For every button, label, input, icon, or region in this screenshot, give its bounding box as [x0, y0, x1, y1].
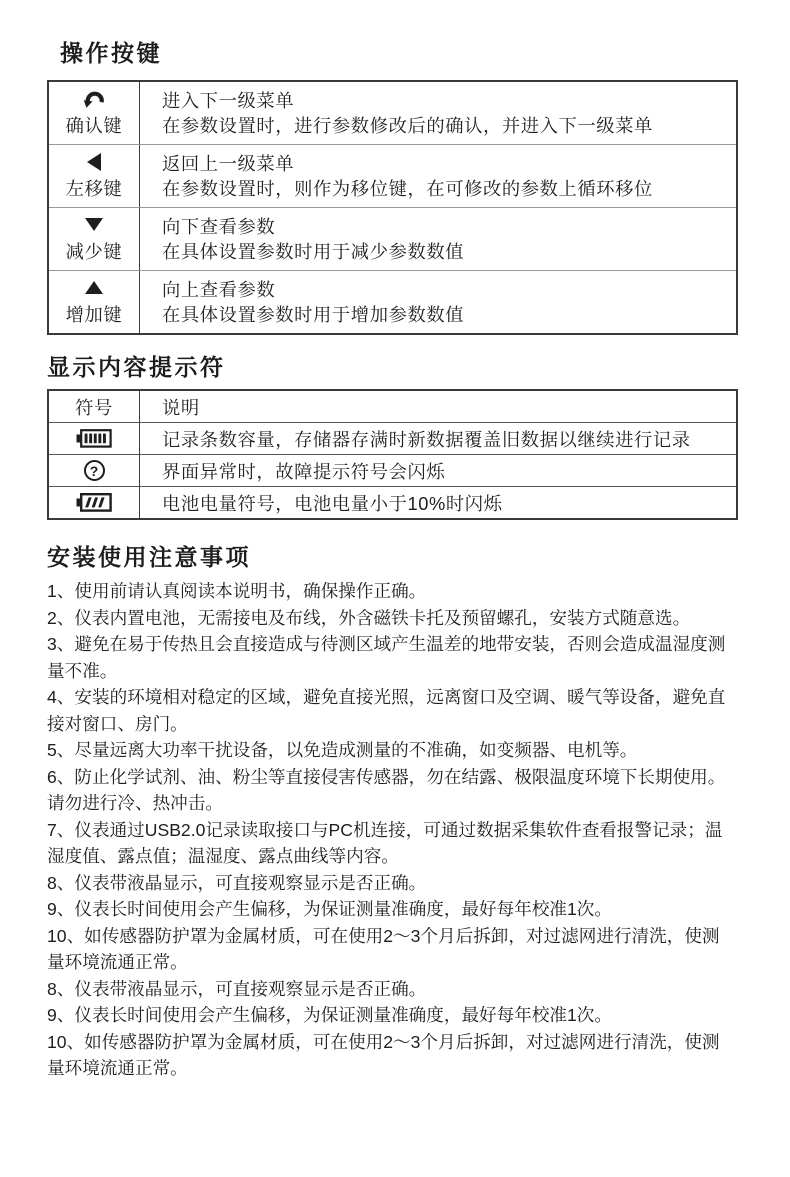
- key-description-cell: [140, 82, 736, 144]
- battery-level-icon: [76, 493, 112, 513]
- note-item-11: 8、仪表带液晶显示，可直接观察显示是否正确。: [47, 978, 427, 999]
- symbol-cell: [49, 455, 140, 486]
- key-symbol-cell: [49, 271, 140, 333]
- note-item-2: 2、仪表内置电池，无需接电及布线，外含磁铁卡托及预留螺孔，安装方式随意选。: [47, 607, 691, 628]
- note-item-5: 5、尽量远离大功率干扰设备，以免造成测量的不准确，如变频器、电机等。: [47, 740, 638, 760]
- display-symbols-table: [47, 389, 738, 520]
- symbols-header-row: [49, 391, 736, 422]
- note-item-12: 9、仪表长时间使用会产生偏移，为保证测量准确度，最好每年校准1次。: [47, 1005, 612, 1025]
- key-label: 减少键: [65, 240, 123, 262]
- installation-notes-list: [47, 578, 733, 1082]
- key-desc-line2: 在参数设置时，则作为移位键，在可修改的参数上循环移位: [162, 178, 653, 199]
- symbols-header-symbol: 符号: [49, 391, 140, 422]
- symbol-description: 界面异常时，故障提示符号会闪烁: [162, 460, 446, 482]
- key-label: 确认键: [65, 114, 123, 136]
- symbols-header-description: 说明: [162, 396, 200, 418]
- symbol-row-memory: [49, 422, 736, 454]
- key-label: 左移键: [65, 177, 123, 199]
- key-desc-line1: 向下查看参数: [162, 216, 276, 237]
- key-row-decrease: [49, 207, 736, 270]
- key-desc-line1: 向上查看参数: [162, 279, 276, 300]
- key-label: 增加键: [65, 303, 123, 325]
- left-triangle-icon: [87, 152, 101, 172]
- question-mark-icon: [84, 460, 105, 481]
- key-row-increase: [49, 270, 736, 333]
- note-item-9: 9、仪表长时间使用会产生偏移，为保证测量准确度，最好每年校准1次。: [47, 899, 612, 919]
- symbol-description: 电池电量符号，电池电量小于10%时闪烁: [162, 492, 503, 514]
- key-description-cell: [140, 271, 736, 333]
- note-item-1: 1、使用前请认真阅读本说明书，确保操作正确。: [47, 581, 427, 601]
- note-item-4: 4、安装的环境相对稳定的区域，避免直接光照，远离窗口及空调、暖气等设备，避免直接对窗口、房门。: [47, 687, 726, 734]
- loop-arrow-icon: [83, 89, 106, 109]
- symbol-row-fault: [49, 454, 736, 486]
- key-description-cell: [140, 145, 736, 207]
- note-item-7: 7、仪表通过USB2.0记录读取接口与PC机连接，可通过数据采集软件查看报警记录；温湿度值、露点值；温湿度、露点曲线等内容。: [47, 819, 723, 866]
- note-item-6: 6、防止化学试剂、油、粉尘等直接侵害传感器，勿在结露、极限温度环境下长期使用。请勿进行冷、热冲击。: [47, 766, 726, 813]
- key-symbol-cell: [49, 208, 140, 270]
- down-triangle-icon: [85, 215, 103, 235]
- key-row-left: [49, 144, 736, 207]
- note-item-13: 10、如传感器防护罩为金属材质，可在使用2～3个月后拆卸，对过滤网进行清洗，使测量环境流通正常。: [47, 1031, 720, 1078]
- note-item-3: 3、避免在易于传热且会直接造成与待测区域产生温差的地带安装，否则会造成温湿度测量不准。: [47, 634, 726, 681]
- section-title-display-symbols: 显示内容提示符: [47, 354, 226, 380]
- symbol-row-battery: [49, 486, 736, 518]
- key-symbol-cell: [49, 82, 140, 144]
- manual-page: [0, 40, 790, 1177]
- section-title-install-notes: 安装使用注意事项: [47, 544, 251, 570]
- note-item-10: 10、如传感器防护罩为金属材质，可在使用2～3个月后拆卸，对过滤网进行清洗，使测量环境流通正常。: [47, 925, 720, 972]
- key-desc-line2: 在参数设置时，进行参数修改后的确认，并进入下一级菜单: [162, 115, 653, 136]
- key-desc-line1: 进入下一级菜单: [162, 90, 295, 111]
- key-desc-line2: 在具体设置参数时用于增加参数数值: [162, 304, 465, 325]
- key-symbol-cell: [49, 145, 140, 207]
- symbol-description: 记录条数容量，存储器存满时新数据覆盖旧数据以继续进行记录: [162, 428, 691, 450]
- key-desc-line2: 在具体设置参数时用于减少参数数值: [162, 241, 465, 262]
- key-desc-line1: 返回上一级菜单: [162, 153, 295, 174]
- key-row-confirm: [49, 82, 736, 144]
- question-glyph: ?: [89, 462, 99, 479]
- operation-keys-table: [47, 80, 738, 335]
- symbol-cell: [49, 487, 140, 518]
- up-triangle-icon: [85, 278, 103, 298]
- symbol-cell: [49, 423, 140, 454]
- key-description-cell: [140, 208, 736, 270]
- note-item-8: 8、仪表带液晶显示，可直接观察显示是否正确。: [47, 872, 427, 893]
- section-title-operation-keys: 操作按键: [60, 40, 162, 66]
- memory-capacity-icon: [76, 429, 112, 449]
